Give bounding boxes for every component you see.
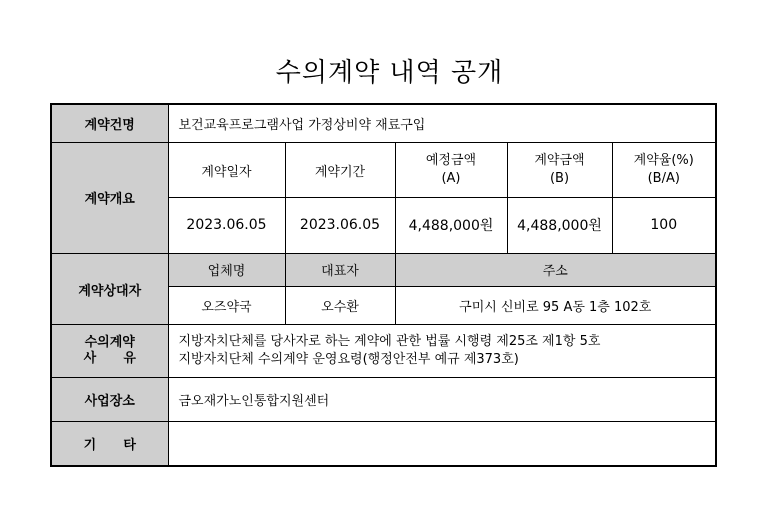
- other-row: [51, 422, 716, 466]
- reason-label: [51, 325, 168, 377]
- company-value: 오즈약국: [168, 286, 285, 324]
- estimated-amount-header-label: 예정금액: [425, 153, 477, 169]
- representative-value: 오수환: [285, 286, 395, 324]
- reason-label-line2: 사 유: [83, 351, 136, 366]
- contract-amount-header-sub: (B): [549, 171, 570, 187]
- contractor-header-row: [51, 253, 716, 286]
- other-value: [168, 422, 716, 466]
- location-label: 사업장소: [51, 377, 168, 421]
- contract-amount-header: [507, 142, 612, 197]
- contract-rate-header-sub: (B/A): [647, 171, 680, 187]
- page-title: 수의계약 내역 공개: [275, 58, 504, 88]
- contract-name-row: [51, 104, 716, 142]
- reason-line-2: 지방자치단체 수의계약 운영요령(행정안전부 예규 제373호): [178, 352, 519, 367]
- summary-header-row: [51, 142, 716, 197]
- contract-amount-header-label: 계약금액: [534, 153, 585, 169]
- contract-rate-header-label: 계약율(%): [633, 153, 694, 169]
- contractor-label: 계약상대자: [51, 253, 168, 325]
- reason-label-line1: 수의계약: [84, 335, 135, 350]
- representative-header: 대표자: [285, 253, 395, 286]
- reason-value: [168, 325, 716, 377]
- contract-rate-value: 100: [612, 198, 716, 253]
- reason-row: [51, 325, 716, 377]
- contract-amount-value: 4,488,000원: [507, 198, 612, 253]
- estimated-amount-header: [395, 142, 507, 197]
- contract-period-header: 계약기간: [285, 142, 395, 197]
- address-value: 구미시 신비로 95 A동 1층 102호: [395, 286, 716, 324]
- contract-period-value: 2023.06.05: [285, 198, 395, 253]
- location-value: 금오재가노인통합지원센터: [168, 377, 716, 421]
- contract-disclosure-table: [50, 103, 717, 467]
- location-row: [51, 377, 716, 421]
- estimated-amount-header-sub: (A): [441, 171, 461, 187]
- address-header: 주소: [395, 253, 716, 286]
- reason-line-1: 지방자치단체를 당사자로 하는 계약에 관한 법률 시행령 제25조 제1항 5호: [178, 334, 601, 349]
- contract-name-value: 보건교육프로그램사업 가정상비약 재료구입: [168, 104, 716, 142]
- contract-date-value: 2023.06.05: [168, 198, 285, 253]
- company-header: 업체명: [168, 253, 285, 286]
- contract-summary-label: 계약개요: [51, 142, 168, 253]
- contract-name-label: 계약건명: [51, 104, 168, 142]
- other-label: 기 타: [51, 422, 168, 466]
- estimated-amount-value: 4,488,000원: [395, 198, 507, 253]
- contract-date-header: 계약일자: [168, 142, 285, 197]
- contract-rate-header: [612, 142, 716, 197]
